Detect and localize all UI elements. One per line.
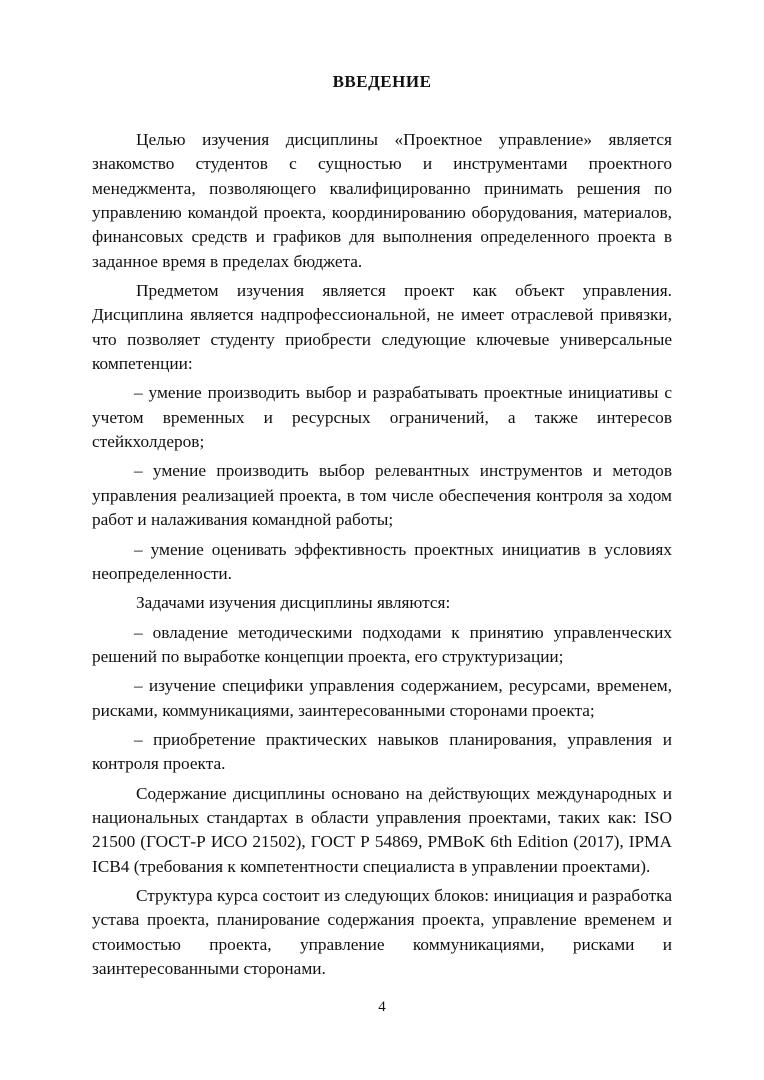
paragraph-goal: Целью изучения дисциплины «Проектное управление» является знакомство студентов с сущностью и инструментами проектного менеджмента, позволяющего квалифицированно принимать решения по управлению командой проекта, координированию оборудования, материалов, финансовых средств и графиков для выполнения определенного проекта в заданное время в пределах бюджета. (92, 130, 672, 271)
paragraph-structure: Структура курса состоит из следующих блоков: инициация и разработка устава проекта, планирование содержания проекта, управление временем и стоимостью проекта, управление коммуникациями, рисками и заинтересованными сторонами. (92, 885, 672, 978)
list-item-task: – изучение специфики управления содержанием, ресурсами, временем, рисками, коммуникациями, заинтересованными сторонами проекта; (92, 676, 672, 720)
list-item-task: – овладение методическими подходами к принятию управленческих решений по выработке концепции проекта, его структуризации; (92, 622, 672, 666)
paragraph-tasks-intro: Задачами изучения дисциплины являются: (136, 593, 451, 613)
list-item-competence: – умение производить выбор релевантных инструментов и методов управления реализацией проекта, в том числе обеспечения контроля за ходом работ и налаживания командной работы; (92, 461, 672, 530)
paragraph-subject: Предметом изучения является проект как объект управления. Дисциплина является надпрофессиональной, не имеет отраслевой привязки, что позволяет студенту приобрести следующие ключевые универсальные компетенции: (92, 281, 672, 374)
body-text (92, 128, 672, 981)
list-item-competence: – умение производить выбор и разрабатывать проектные инициативы с учетом временных и ресурсных ограничений, а также интересов стейкхолдеров; (92, 383, 672, 452)
list-item-task: – приобретение практических навыков планирования, управления и контроля проекта. (92, 729, 672, 774)
paragraph-standards: Содержание дисциплины основано на действующих международных и национальных стандартах в области управления проектами, таких как: ISO 21500 (ГОСТ-Р ИСО 21502), ГОСТ Р 54869, PMBoK 6th Edition (2017), IPMA ICB4 (требования к компетентности специалиста в управлении проектами). (92, 783, 672, 876)
page-number: 4 (378, 999, 386, 1015)
page-title: ВВЕДЕНИЕ (332, 72, 432, 91)
list-item-competence: – умение оценивать эффективность проектных инициатив в условиях неопределенности. (92, 539, 672, 583)
